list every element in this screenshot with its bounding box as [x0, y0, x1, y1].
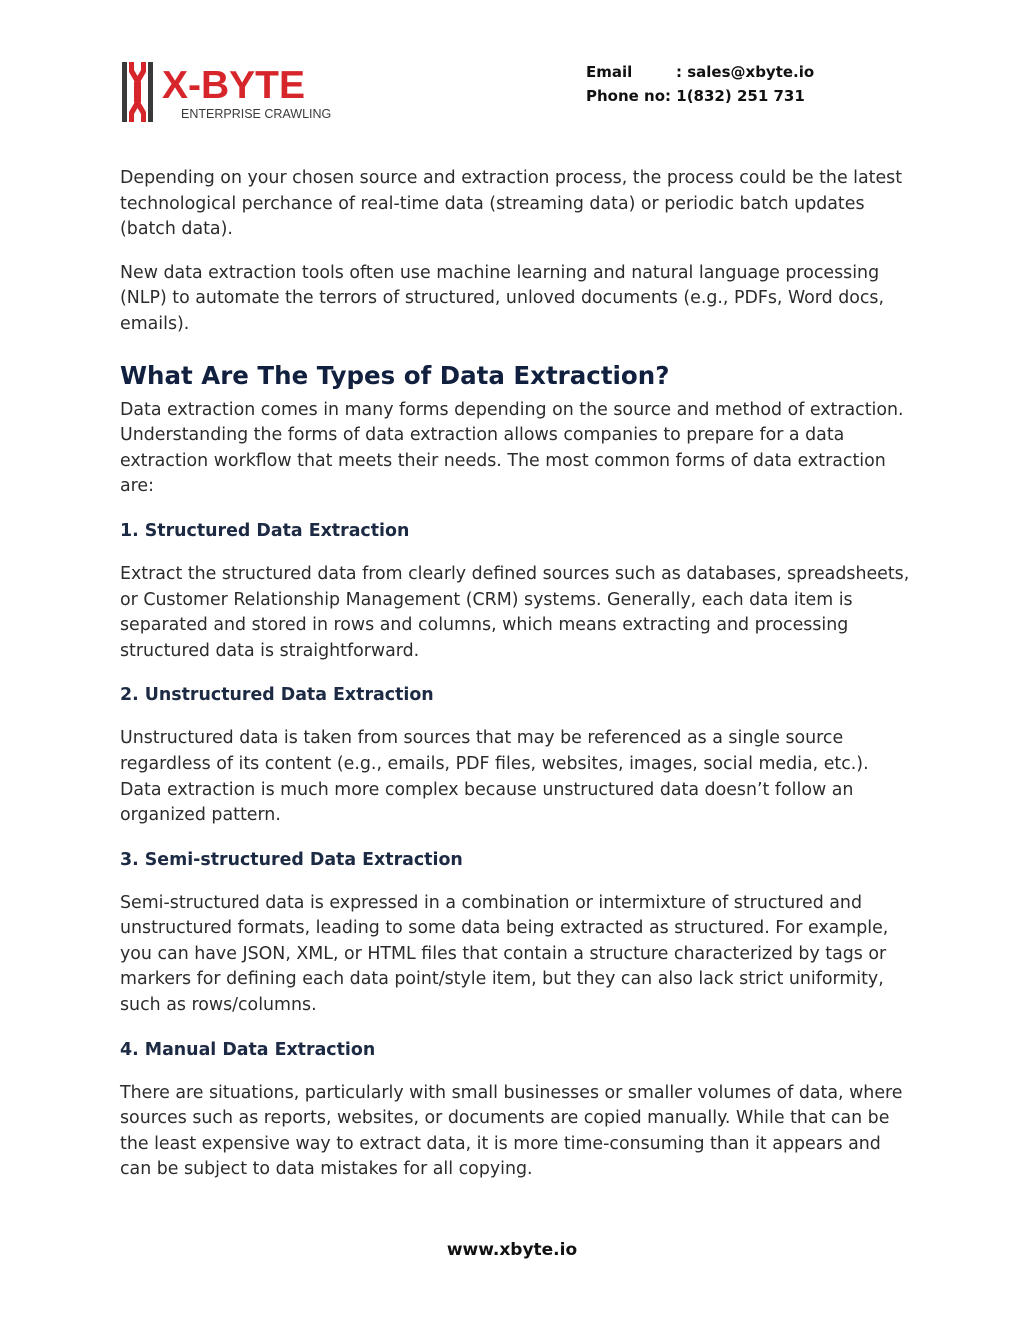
item-title-structured: 1. Structured Data Extraction — [120, 520, 410, 541]
logo-wordmark: X-BYTE — [162, 64, 306, 107]
intro-paragraph-1: Depending on your chosen source and extraction process, the process could be the latest technological perchance of real-time data (streaming data) or periodic batch updates (batch data). — [120, 168, 903, 240]
logo-emblem-icon — [122, 62, 153, 122]
email-value[interactable]: : sales@xbyte.io — [676, 63, 815, 81]
section-heading: What Are The Types of Data Extraction? — [120, 360, 670, 390]
item-text-manual: There are situations, particularly with small businesses or smaller volumes of data, where sources such as reports, websites, or documents are copied manually. While that can be the least expensive way to extract data, it is more time-consuming than it appears and can be subject to data mistakes for all copying. — [120, 1082, 903, 1180]
email-label: Email — [586, 63, 633, 81]
contact-block — [586, 60, 814, 108]
item-title-unstructured: 2. Unstructured Data Extraction — [120, 685, 434, 706]
document-body — [120, 166, 910, 1201]
item-text-structured: Extract the structured data from clearly defined sources such as databases, spreadsheets, or Customer Relationship Management (CRM) systems. Generally, each data item is separated and stored in rows and columns, which means extracting and processing structured data is straightforward. — [120, 563, 910, 661]
item-text-unstructured: Unstructured data is taken from sources that may be referenced as a single source regardless of its content (e.g., emails, PDF files, websites, images, social media, etc.). Data extraction is much more complex because unstructured data doesn’t follow an organized pattern. — [120, 728, 869, 826]
intro-paragraph-2: New data extraction tools often use machine learning and natural language processing (NLP) to automate the terrors of structured, unloved documents (e.g., PDFs, Word docs, emails). — [120, 262, 885, 334]
item-text-semi-structured: Semi-structured data is expressed in a combination or intermixture of structured and unstructured formats, leading to some data being extracted as structured. For example, you can have JSON, XML, or HTML files that contain a structure characterized by tags or markers for defining each data point/style item, but they can also lack strict uniformity, such as rows/columns. — [120, 892, 889, 1016]
item-title-manual: 4. Manual Data Extraction — [120, 1039, 376, 1060]
phone-label: Phone no — [586, 87, 666, 105]
footer-url[interactable]: www.xbyte.io — [446, 1240, 578, 1260]
logo-tagline: ENTERPRISE CRAWLING — [181, 107, 332, 121]
company-logo — [122, 60, 354, 124]
item-title-semi-structured: 3. Semi-structured Data Extraction — [120, 849, 463, 870]
phone-value[interactable]: : 1(832) 251 731 — [665, 87, 805, 105]
section-intro: Data extraction comes in many forms depending on the source and method of extraction. Understanding the forms of data extraction allows companies to prepare for a data extraction workflow that meets their needs. The most common forms of data extraction are: — [120, 399, 904, 497]
